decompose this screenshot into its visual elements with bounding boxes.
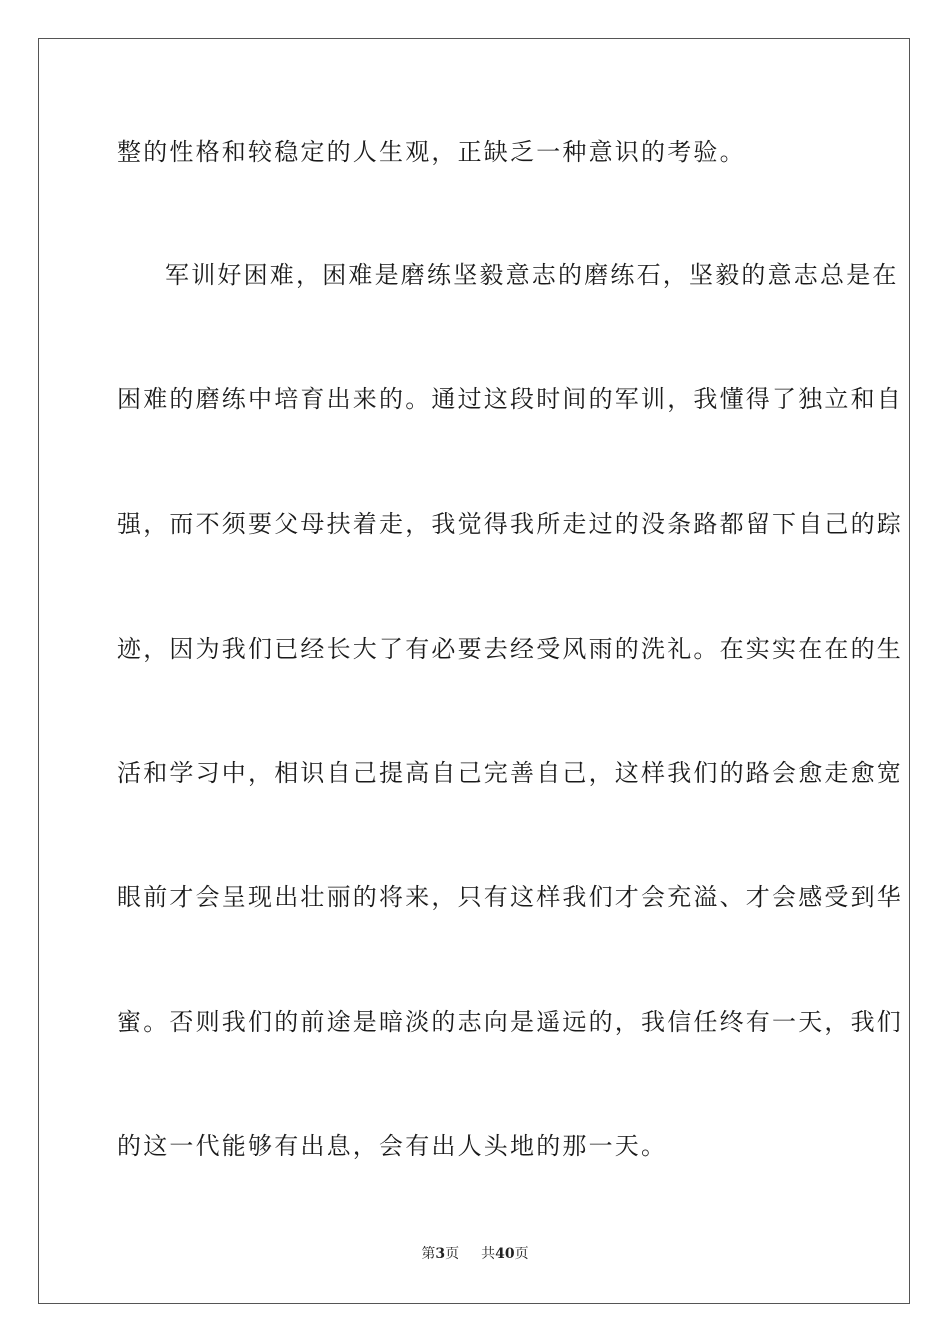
paragraph-line-9: 的这一代能够有出息，会有出人头地的那一天。 <box>117 1132 668 1160</box>
page-unit: 页 <box>445 1246 460 1262</box>
total-prefix: 共 <box>481 1246 496 1262</box>
paragraph-line-8: 蜜。否则我们的前途是暗淡的志向是遥远的，我信任终有一天，我们 <box>117 1008 903 1036</box>
paragraph-line-4: 强，而不须要父母扶着走，我觉得我所走过的没条路都留下自己的踪 <box>117 510 903 538</box>
paragraph-line-1: 整的性格和较稳定的人生观，正缺乏一种意识的考验。 <box>117 138 746 166</box>
paragraph-line-2: 军训好困难，困难是磨练坚毅意志的磨练石，坚毅的意志总是在 <box>165 261 899 289</box>
paragraph-line-7: 眼前才会呈现出壮丽的将来，只有这样我们才会充溢、才会感受到华 <box>117 883 903 911</box>
total-unit: 页 <box>514 1246 529 1262</box>
page-footer <box>0 1245 950 1263</box>
total-pages: 40 <box>495 1246 515 1262</box>
page-number: 3 <box>435 1246 446 1262</box>
page-prefix: 第 <box>421 1246 436 1262</box>
paragraph-line-6: 活和学习中，相识自己提高自己完善自己，这样我们的路会愈走愈宽 <box>117 759 903 787</box>
paragraph-line-5: 迹，因为我们已经长大了有必要去经受风雨的洗礼。在实实在在的生 <box>117 635 903 663</box>
paragraph-line-3: 困难的磨练中培育出来的。通过这段时间的军训，我懂得了独立和自 <box>117 385 903 413</box>
page-border <box>38 38 910 1304</box>
